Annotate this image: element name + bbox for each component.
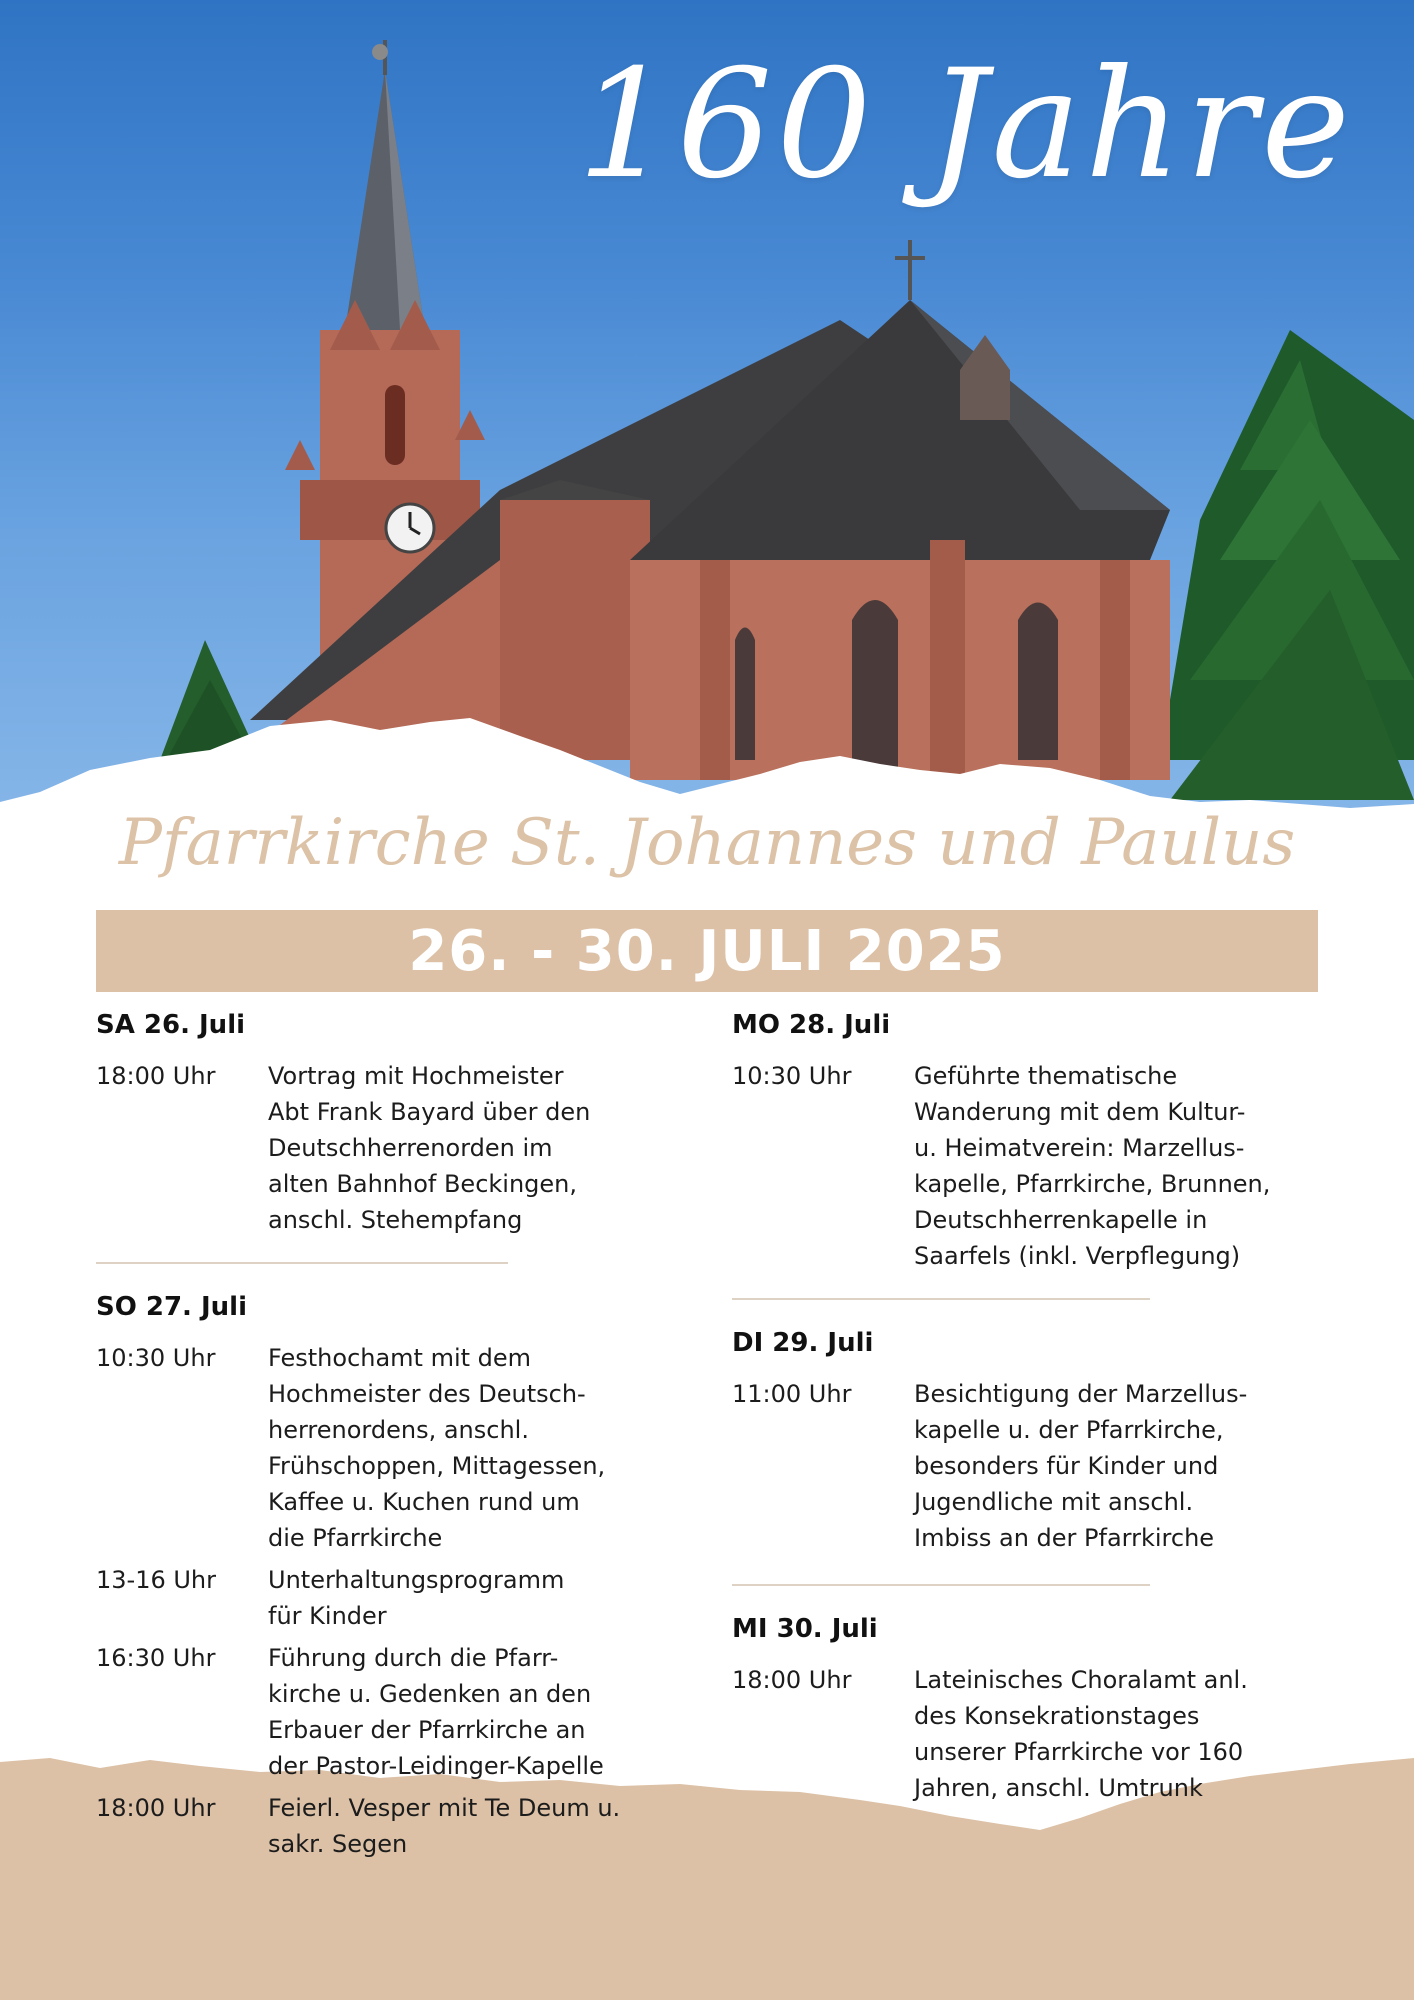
- day-heading: DI 29. Juli: [732, 1328, 874, 1358]
- description-line: Jahren, anschl. Umtrunk: [914, 1774, 1203, 1802]
- description-line: Feierl. Vesper mit Te Deum u.: [268, 1794, 621, 1822]
- description-line: für Kinder: [268, 1602, 387, 1630]
- description-line: kirche u. Gedenken an den: [268, 1680, 592, 1708]
- description-line: kapelle, Pfarrkirche, Brunnen,: [914, 1170, 1271, 1198]
- description-line: Jugendliche mit anschl.: [914, 1488, 1194, 1516]
- date-banner: [96, 910, 1318, 992]
- event-description: [914, 1058, 1270, 1274]
- description-line: des Konsekrationstages: [914, 1702, 1200, 1730]
- event-item: [96, 1562, 666, 1634]
- description-line: alten Bahnhof Beckingen,: [268, 1170, 577, 1198]
- event-description: [268, 1790, 620, 1862]
- anniversary-title: 160 Jahre: [577, 38, 1354, 212]
- day-monday: [732, 1010, 1332, 1282]
- description-line: sakr. Segen: [268, 1830, 408, 1858]
- description-line: Frühschoppen, Mittagessen,: [268, 1452, 606, 1480]
- description-line: kapelle u. der Pfarrkirche,: [914, 1416, 1224, 1444]
- event-item: [96, 1340, 666, 1556]
- event-time: 18:00 Uhr: [732, 1666, 852, 1694]
- date-range: 26. - 30. JULI 2025: [408, 918, 1006, 984]
- description-line: Führung durch die Pfarr-: [268, 1644, 559, 1672]
- church-apse: [630, 240, 1170, 780]
- description-line: Vortrag mit Hochmeister: [268, 1062, 564, 1090]
- day-wednesday: [732, 1614, 1332, 1814]
- day-sunday: [96, 1292, 666, 1870]
- event-description: [268, 1562, 564, 1634]
- divider: [732, 1584, 1150, 1586]
- event-item: [96, 1790, 666, 1862]
- event-item: [732, 1376, 1332, 1556]
- day-heading: MI 30. Juli: [732, 1614, 878, 1644]
- event-item: [96, 1640, 666, 1784]
- event-time: 11:00 Uhr: [732, 1380, 852, 1408]
- description-line: anschl. Stehempfang: [268, 1206, 523, 1234]
- description-line: Besichtigung der Marzellus-: [914, 1380, 1248, 1408]
- event-time: 10:30 Uhr: [732, 1062, 852, 1090]
- event-time: 13-16 Uhr: [96, 1566, 217, 1594]
- description-line: Abt Frank Bayard über den: [268, 1098, 591, 1126]
- divider: [96, 1262, 508, 1264]
- description-line: Erbauer der Pfarrkirche an: [268, 1716, 586, 1744]
- description-line: Festhochamt mit dem: [268, 1344, 532, 1372]
- description-line: Unterhaltungsprogramm: [268, 1566, 565, 1594]
- day-heading: MO 28. Juli: [732, 1010, 891, 1040]
- event-time: 10:30 Uhr: [96, 1344, 216, 1372]
- divider: [732, 1298, 1150, 1300]
- description-line: Geführte thematische: [914, 1062, 1178, 1090]
- day-heading: SA 26. Juli: [96, 1010, 246, 1040]
- event-description: [268, 1340, 605, 1556]
- description-line: Deutschherrenkapelle in: [914, 1206, 1208, 1234]
- day-saturday: [96, 1010, 656, 1246]
- description-line: Wanderung mit dem Kultur-: [914, 1098, 1246, 1126]
- description-line: Hochmeister des Deutsch-: [268, 1380, 586, 1408]
- description-line: u. Heimatverein: Marzellus-: [914, 1134, 1245, 1162]
- description-line: Deutschherrenorden im: [268, 1134, 553, 1162]
- event-time: 18:00 Uhr: [96, 1062, 216, 1090]
- description-line: herrenordens, anschl.: [268, 1416, 529, 1444]
- event-time: 16:30 Uhr: [96, 1644, 216, 1672]
- description-line: die Pfarrkirche: [268, 1524, 443, 1552]
- event-item: [732, 1058, 1332, 1274]
- church-photo: [0, 0, 1414, 820]
- event-description: [268, 1640, 604, 1784]
- event-time: 18:00 Uhr: [96, 1794, 216, 1822]
- day-tuesday: [732, 1328, 1332, 1564]
- description-line: Saarfels (inkl. Verpflegung): [914, 1242, 1241, 1270]
- event-description: [914, 1376, 1247, 1556]
- description-line: unserer Pfarrkirche vor 160: [914, 1738, 1244, 1766]
- event-item: [96, 1058, 656, 1238]
- church-name: Pfarrkirche St. Johannes und Paulus: [118, 806, 1296, 880]
- description-line: der Pastor-Leidinger-Kapelle: [268, 1752, 604, 1780]
- day-heading: SO 27. Juli: [96, 1292, 247, 1322]
- description-line: Lateinisches Choralamt anl.: [914, 1666, 1248, 1694]
- description-line: Imbiss an der Pfarrkirche: [914, 1524, 1215, 1552]
- event-item: [732, 1662, 1332, 1806]
- description-line: Kaffee u. Kuchen rund um: [268, 1488, 580, 1516]
- description-line: besonders für Kinder und: [914, 1452, 1219, 1480]
- event-description: [268, 1058, 590, 1238]
- event-description: [914, 1662, 1248, 1806]
